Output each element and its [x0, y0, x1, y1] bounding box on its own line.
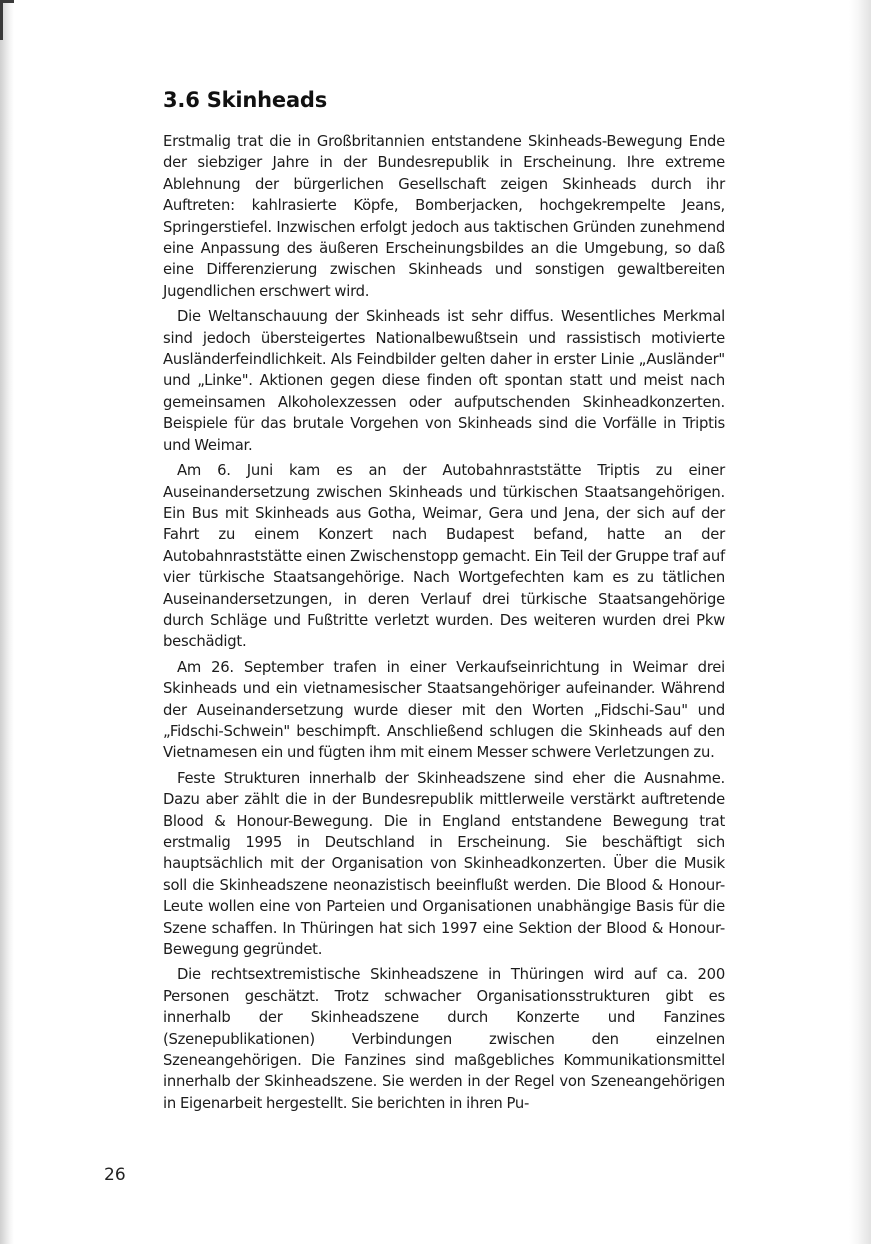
paragraph-weimar: Am 26. September trafen in einer Verkaufseinrichtung in Weimar drei Skinheads und ein vietnamesischer Staatsangehöriger aufeinander. Während der Auseinandersetzung wurde dieser mit den Worten „Fidschi-Sau" und „Fidschi-Schwein" beschimpft. Anschließend schlugen die Skinheads auf den Vietnamesen ein und fügten ihm mit einem Messer schwere Verletzungen zu. — [163, 658, 725, 762]
paragraph-weltanschauung: Die Weltanschauung der Skinheads ist sehr diffus. Wesentliches Merkmal sind jedoch übersteigertes Nationalbewußtsein und rassistisch motivierte Ausländerfeindlichkeit. Als Feindbilder gelten daher in erster Linie „Ausländer" und „Linke". Aktionen gegen diese finden oft spontan statt und meist nach gemeinsamen Alkoholexzessen oder aufputschenden Skinheadkonzerten. Beispiele für das brutale Vorgehen von Skinheads sind die Vorfälle in Triptis und Weimar. — [163, 308, 725, 454]
scan-corner-mark — [0, 0, 14, 40]
paragraph-blood-honour: Feste Strukturen innerhalb der Skinheadszene sind eher die Ausnahme. Dazu aber zählt die in der Bundesrepublik mittlerweile verstärkt auftretende Blood & Honour-Bewegung. Die in England entstandene Bewegung trat erstmalig 1995 in Deutschland in Erscheinung. Sie beschäftigt sich hauptsächlich mit der Organisation von Skinheadkonzerten. Über die Musik soll die Skinheadszene neonazistisch beeinflußt werden. Die Blood & Honour-Leute wollen eine von Parteien und Organisationen unabhängige Basis für die Szene schaffen. In Thüringen hat sich 1997 eine Sektion der Blood & Honour-Bewegung gegründet. — [163, 769, 725, 959]
paragraph-triptis: Am 6. Juni kam es an der Autobahnraststätte Triptis zu einer Auseinandersetzung zwischen Skinheads und türkischen Staatsangehörigen. Ein Bus mit Skinheads aus Gotha, Weimar, Gera und Jena, der sich auf der Fahrt zu einem Konzert nach Budapest befand, hatte an der Autobahnraststätte einen Zwischenstopp gemacht. Ein Teil der Gruppe traf auf vier türkische Staatsangehörige. Nach Wortgefechten kam es zu tätlichen Auseinandersetzungen, in deren Verlauf drei türkische Staatsangehörige durch Schläge und Fußtritte verletzt wurden. Des weiteren wurden drei Pkw beschädigt. — [163, 462, 725, 651]
body-text — [163, 131, 725, 1118]
section-heading: 3.6 Skinheads — [163, 88, 328, 112]
page-number: 26 — [104, 1165, 126, 1185]
page-edge-shadow-left — [0, 0, 14, 1244]
paragraph-intro: Erstmalig trat die in Großbritannien entstandene Skinheads-Bewegung Ende der siebziger Jahre in der Bundesrepublik in Erscheinung. Ihre extreme Ablehnung der bürgerlichen Gesellschaft zeigen Skinheads durch ihr Auftreten: kahlrasierte Köpfe, Bomberjacken, hochgekrempelte Jeans, Springerstiefel. Inzwischen erfolgt jedoch aus taktischen Gründen zunehmend eine Anpassung des äußeren Erscheinungsbildes an die Umgebung, so daß eine Differenzierung zwischen Skinheads und sonstigen gewaltbereiten Jugendlichen erschwert wird. — [163, 133, 725, 300]
paragraph-thueringen-szene: Die rechtsextremistische Skinheadszene in Thüringen wird auf ca. 200 Personen geschätzt. Trotz schwacher Organisationsstrukturen gibt es innerhalb der Skinheadszene durch Konzerte und Fanzines (Szenepublikationen) Verbindungen zwischen den einzelnen Szeneangehörigen. Die Fanzines sind maßgebliches Kommunikationsmittel innerhalb der Skinheadszene. Sie werden in der Regel von Szeneangehörigen in Eigenarbeit hergestellt. Sie berichten in ihren Pu- — [163, 966, 725, 1112]
page-edge-shadow-right — [849, 0, 871, 1244]
